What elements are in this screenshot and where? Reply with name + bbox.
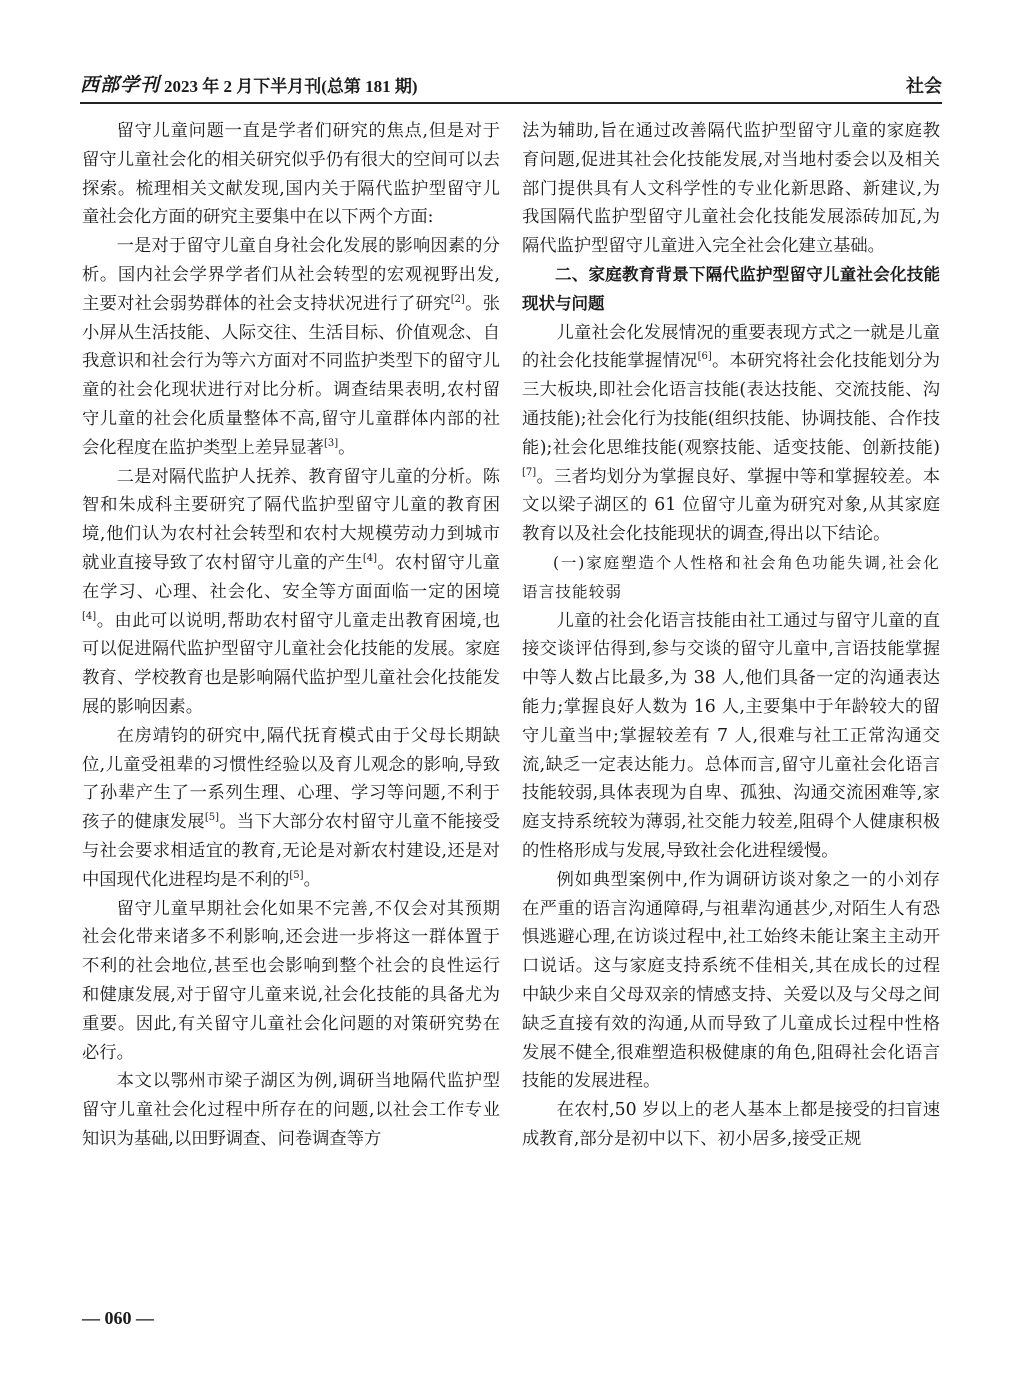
- paragraph-text: 。三者均划分为掌握良好、掌握中等和掌握较差。本文以梁子湖区的 61 位留守儿童为研究对象,从其家庭教育以及社会化技能现状的调查,得出以下结论。: [522, 466, 940, 545]
- paragraph: 例如典型案例中,作为调研访谈对象之一的小刘存在严重的语言沟通障碍,与祖辈沟通甚少,对陌生人有恐惧逃避心理,在访谈过程中,社工始终未能让案主主动开口说话。这与家庭支持系统不佳相关,其在成长的过程中缺少来自父母双亲的情感支持、关爱以及与父母之间缺乏直接有效的沟通,从而导致了儿童成长过程中性格发展不健全,很难塑造积极健康的角色,阻碍社会化语言技能的发展进程。: [522, 869, 940, 1092]
- running-header: [80, 70, 942, 98]
- issue-info: 2023 年 2 月下半月刊(总第 181 期): [164, 77, 418, 96]
- paragraph: 留守儿童问题一直是学者们研究的焦点,但是对于留守儿童社会化的相关研究似乎仍有很大的空间可以去探索。梳理相关文献发现,国内关于隔代监护型留守儿童社会化方面的研究主要集中在以下两个方面:: [82, 121, 500, 228]
- paragraph: 儿童的社会化语言技能由社工通过与留守儿童的直接交谈评估得到,参与交谈的留守儿童中,言语技能掌握中等人数占比最多,为 38 人,他们具备一定的沟通表达能力;掌握良好人数为 16 人,主要集中于年龄较大的留守儿童当中;掌握较差有 7 人,很难与社工正常沟通交流,缺乏一定表达能力。总体而言,留守儿童社会化语言技能较弱,具体表现为自卑、孤独、沟通交流困难等,家庭支持系统较为薄弱,社交能力较差,阻碍个人健康积极的性格形成与发展,导致社会化进程缓慢。: [522, 610, 940, 861]
- paragraph: 法为辅助,旨在通过改善隔代监护型留守儿童的家庭教育问题,促进其社会化技能发展,对当地村委会以及相关部门提供具有人文科学性的专业化新思路、新建议,为我国隔代监护型留守儿童社会化技能发展添砖加瓦,为隔代监护型留守儿童进入完全社会化建立基础。: [522, 121, 940, 257]
- journal-logo: 西部学刊: [80, 74, 161, 96]
- subsection-heading: (一)家庭塑造个人性格和社会角色功能失调,社会化语言技能较弱: [522, 553, 940, 601]
- citation-marker: [3]: [323, 438, 339, 449]
- paragraph: 留守儿童早期社会化如果不完善,不仅会对其预期社会化带来诸多不利影响,还会进一步将这一群体置于不利的社会地位,甚至也会影响到整个社会的良性运行和健康发展,对于留守儿童来说,社会化技能的具备尤为重要。因此,有关留守儿童社会化问题的对策研究势在必行。: [82, 898, 500, 1063]
- paragraph: [82, 722, 500, 895]
- citation-marker: [4]: [82, 610, 97, 622]
- section-name: 社会: [906, 76, 942, 97]
- paragraph: [82, 463, 500, 722]
- header-divider: [80, 102, 942, 104]
- paragraph-text: 一是对于留守儿童自身社会化发展的影响因素的分析。国内社会学界学者们从社会转型的宏观视野出发,主要对社会弱势群体的社会支持状况进行了研究: [82, 236, 500, 314]
- citation-marker: [7]: [522, 466, 537, 478]
- paragraph-text: 。: [303, 869, 321, 890]
- paragraph-text: 。本研究将社会化技能划分为三大板块,即社会化语言技能(表达技能、交流技能、沟通技能);社会化行为技能(组织技能、协调技能、合作技能);社会化思维技能(观察技能、适变技能、创新技能): [522, 351, 940, 458]
- paragraph-text: 。: [338, 437, 356, 458]
- citation-marker: [5]: [204, 812, 220, 824]
- paragraph: 本文以鄂州市梁子湖区为例,调研当地隔代监护型留守儿童社会化过程中所存在的问题,以社会工作专业知识为基础,以田野调查、问卷调查等方: [82, 1071, 500, 1149]
- citation-marker: [2]: [450, 294, 465, 306]
- paragraph-text: 在房靖钧的研究中,隔代抚育模式由于父母长期缺位,儿童受祖辈的习惯性经验以及育儿观念的影响,导致了孙辈产生了一系列生理、心理、学习等问题,不利于孩子的健康发展: [82, 725, 500, 833]
- paragraph-text: 。当下大部分农村留守儿童不能接受与社会要求相适宜的教育,无论是对新农村建设,还是对中国现代化进程均是不利的: [82, 812, 500, 890]
- right-column: [522, 117, 940, 1154]
- paragraph: 在农村,50 岁以上的老人基本上都是接受的扫盲速成教育,部分是初中以下、初小居多,接受正规: [522, 1100, 940, 1149]
- paragraph-text: 。张小屏从生活技能、人际交往、生活目标、价值观念、自我意识和社会行为等六方面对不同监护类型下的留守儿童的社会化现状进行对比分析。调查结果表明,农村留守儿童的社会化质量整体不高,留守儿童群体内部的社会化程度在监护类型上差异显著: [82, 293, 500, 458]
- paragraph: [82, 232, 500, 462]
- section-heading: 二、家庭教育背景下隔代监护型留守儿童社会化技能现状与问题: [522, 264, 940, 313]
- citation-marker: [4]: [362, 553, 378, 565]
- left-column: [82, 117, 500, 1154]
- paragraph-text: 二是对隔代监护人抚养、教育留守儿童的分析。陈智和朱成科主要研究了隔代监护型留守儿童的教育困境,他们认为农村社会转型和农村大规模劳动力到城市就业直接导致了农村留守儿童的产生: [82, 466, 500, 573]
- paragraph-text: 。农村留守儿童在学习、心理、社会化、安全等方面面临一定的困境: [82, 552, 500, 602]
- paragraph-text: 。由此可以说明,帮助农村留守儿童走出教育困境,也可以促进隔代监护型留守儿童社会化技能的发展。家庭教育、学校教育也是影响隔代监护型儿童社会化技能发展的影响因素。: [82, 610, 500, 717]
- citation-marker: [5]: [289, 869, 304, 881]
- page-number: — 060 —: [82, 1308, 154, 1328]
- paragraph: [522, 319, 940, 549]
- paragraph-text: 儿童社会化发展情况的重要表现方式之一就是儿童的社会化技能掌握情况: [522, 322, 940, 372]
- citation-marker: [6]: [697, 351, 712, 363]
